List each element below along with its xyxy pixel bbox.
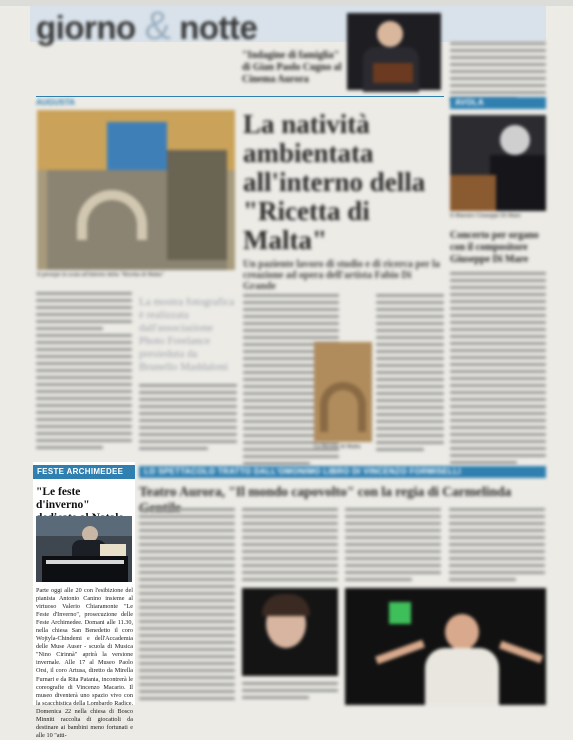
avola-headline: Concerto per organo con il compositore Giuseppe Di Mare: [450, 230, 539, 265]
pull-quote: La mostra fotografica è realizzata dall'associazione Photo Freelance presieduta da Brunello Maddaloni: [139, 296, 235, 373]
feste-body: Parte oggi alle 20 con l'esibizione del pianista Antonio Canino insieme al virtuoso Valerio Chiaramonte "Le Feste d'Inverno", prosecuzione delle Feste Archimedee. Domani alle 11.30, nella chiesa San Benedetto il coro Wojtyla-Chindemi e dell'Accademia delle Muse Auser - scuola di Musica "Nino Cirinnà" aprirà la versione invernale. Alle 17 al Museo Paolo Orsi, il coro Artusa, diretto da Mirella Furnari e da Rita Patania, incontrerà le coreografie di Vincenzo Macario. Il museo diventerà uno spazio vivo con la scacchistica della Lombardo Radice. Domenica 22 nella chiesa di Bosco Minniti raccolta di giocattoli da destinare ai bambini meno fortunati e alle 10 "atti-: [36, 587, 133, 739]
main-headline: La natività ambientata all'interno della "Ricetta di Malta": [243, 109, 426, 255]
masthead-word-giorno: giorno: [36, 9, 136, 46]
organist-photo: [450, 115, 546, 211]
actress-caption: [242, 682, 338, 699]
organist-caption: Il Maestro Giuseppe Di Mare: [450, 213, 521, 219]
teaser-column-text: [450, 42, 546, 101]
teatro-body-col-1: [139, 508, 235, 700]
masthead-title: [36, 4, 257, 49]
teatro-headline: Teatro Aurora, "Il mondo capovolto" con la regia di Carmelinda: [139, 484, 512, 499]
actress-photo: [242, 588, 338, 676]
feste-headline: "Le feste d'inverno": [36, 486, 90, 511]
main-body-col-1: [36, 292, 132, 449]
teatro-body-col-2: [242, 508, 338, 581]
section-band-avola: AVOLA: [450, 97, 546, 109]
teatro-body-col-4: [449, 508, 545, 581]
pianist-photo: [36, 516, 132, 582]
masthead-word-notte: notte: [179, 9, 258, 46]
main-body-col-4: [376, 294, 444, 451]
nativity-photo-caption: Il presepe in scala all'interno della "Ricetta di Malta": [37, 272, 164, 278]
nativity-photo: [37, 110, 235, 270]
teatro-body-col-3: [345, 508, 441, 581]
masthead-amp: &: [144, 4, 171, 48]
teaser-photo: [347, 13, 441, 90]
stage-photo: [345, 588, 546, 705]
section-band-teatro: LO SPETTACOLO TRATTO DALL'OMONIMO LIBRO DI VINCENZO FORMISELLI: [139, 466, 546, 478]
main-subhead: Un paziente lavoro di studio e di ricerca per la creazione ad opera dell'artista Fabio Di Grande: [243, 259, 440, 292]
main-body-col-2: [139, 384, 237, 450]
section-band-feste: FESTE ARCHIMEDEE: [33, 465, 135, 479]
section-rule: [36, 96, 444, 97]
ricetta-small-caption: La Ricetta di Malta: [314, 444, 361, 450]
section-label-augusta: AUGUSTA: [36, 98, 75, 107]
top-teaser: "Indagine di famiglia" di Gian Paolo Cugno al Cinema Aurora: [242, 50, 342, 85]
avola-body: [450, 272, 546, 464]
ricetta-small-photo: [314, 342, 372, 442]
